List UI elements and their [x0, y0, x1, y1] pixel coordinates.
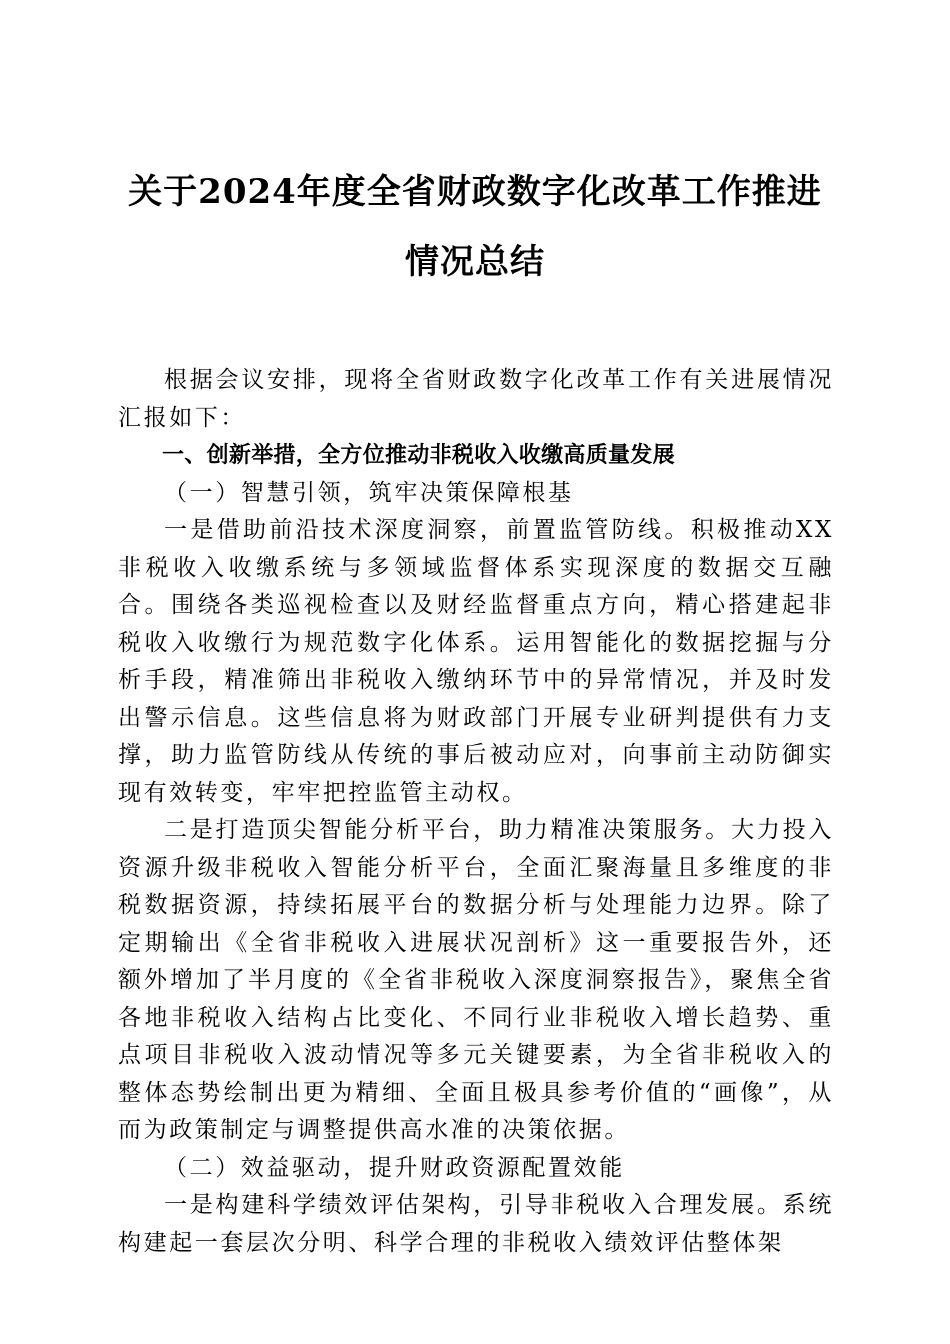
- subsection-heading-2: （二）效益驱动，提升财政资源配置效能: [164, 1154, 625, 1181]
- document-title-line-1: 关于2024年度全省财政数字化改革工作推进: [128, 172, 822, 212]
- intro-paragraph: 根据会议安排，现将全省财政数字化改革工作有关进展情况汇报如下：: [118, 367, 834, 431]
- body-paragraph-3: 一是构建科学绩效评估架构，引导非税收入合理发展。系统构建起一套层次分明、科学合理的非税收入绩效评估整体架: [118, 1192, 834, 1256]
- subsection-heading-1: （一）智慧引领，筑牢决策保障根基: [164, 479, 574, 506]
- document-body: [118, 362, 834, 1262]
- body-paragraph-2: 二是打造顶尖智能分析平台，助力精准决策服务。大力投入资源升级非税收入智能分析平台，全面汇聚海量且多维度的非税数据资源，持续拓展平台的数据分析与处理能力边界。除了定期输出《全省非税收入进展状况剖析》这一重要报告外，还额外增加了半月度的《全省非税收入深度洞察报告》，聚焦全省各地非税收入结构占比变化、不同行业非税收入增长趋势、重点项目非税收入波动情况等多元关键要素，为全省非税收入的整体态势绘制出更为精细、全面且极具参考价值的“画像”，从而为政策制定与调整提供高水准的决策依据。: [118, 817, 834, 1143]
- document-title-line-2: 情况总结: [405, 242, 545, 282]
- body-paragraph-1: 一是借助前沿技术深度洞察，前置监管防线。积极推动XX非税收入收缴系统与多领域监督体系实现深度的数据交互融合。围绕各类巡视检查以及财经监督重点方向，精心搭建起非税收入收缴行为规范数字化体系。运用智能化的数据挖掘与分析手段，精准筛出非税收入缴纳环节中的异常情况，并及时发出警示信息。这些信息将为财政部门开展专业研判提供有力支撑，助力监管防线从传统的事后被动应对，向事前主动防御实现有效转变，牢牢把控监管主动权。: [118, 517, 834, 806]
- section-heading-1: 一、创新举措，全方位推动非税收入收缴高质量发展: [162, 443, 675, 468]
